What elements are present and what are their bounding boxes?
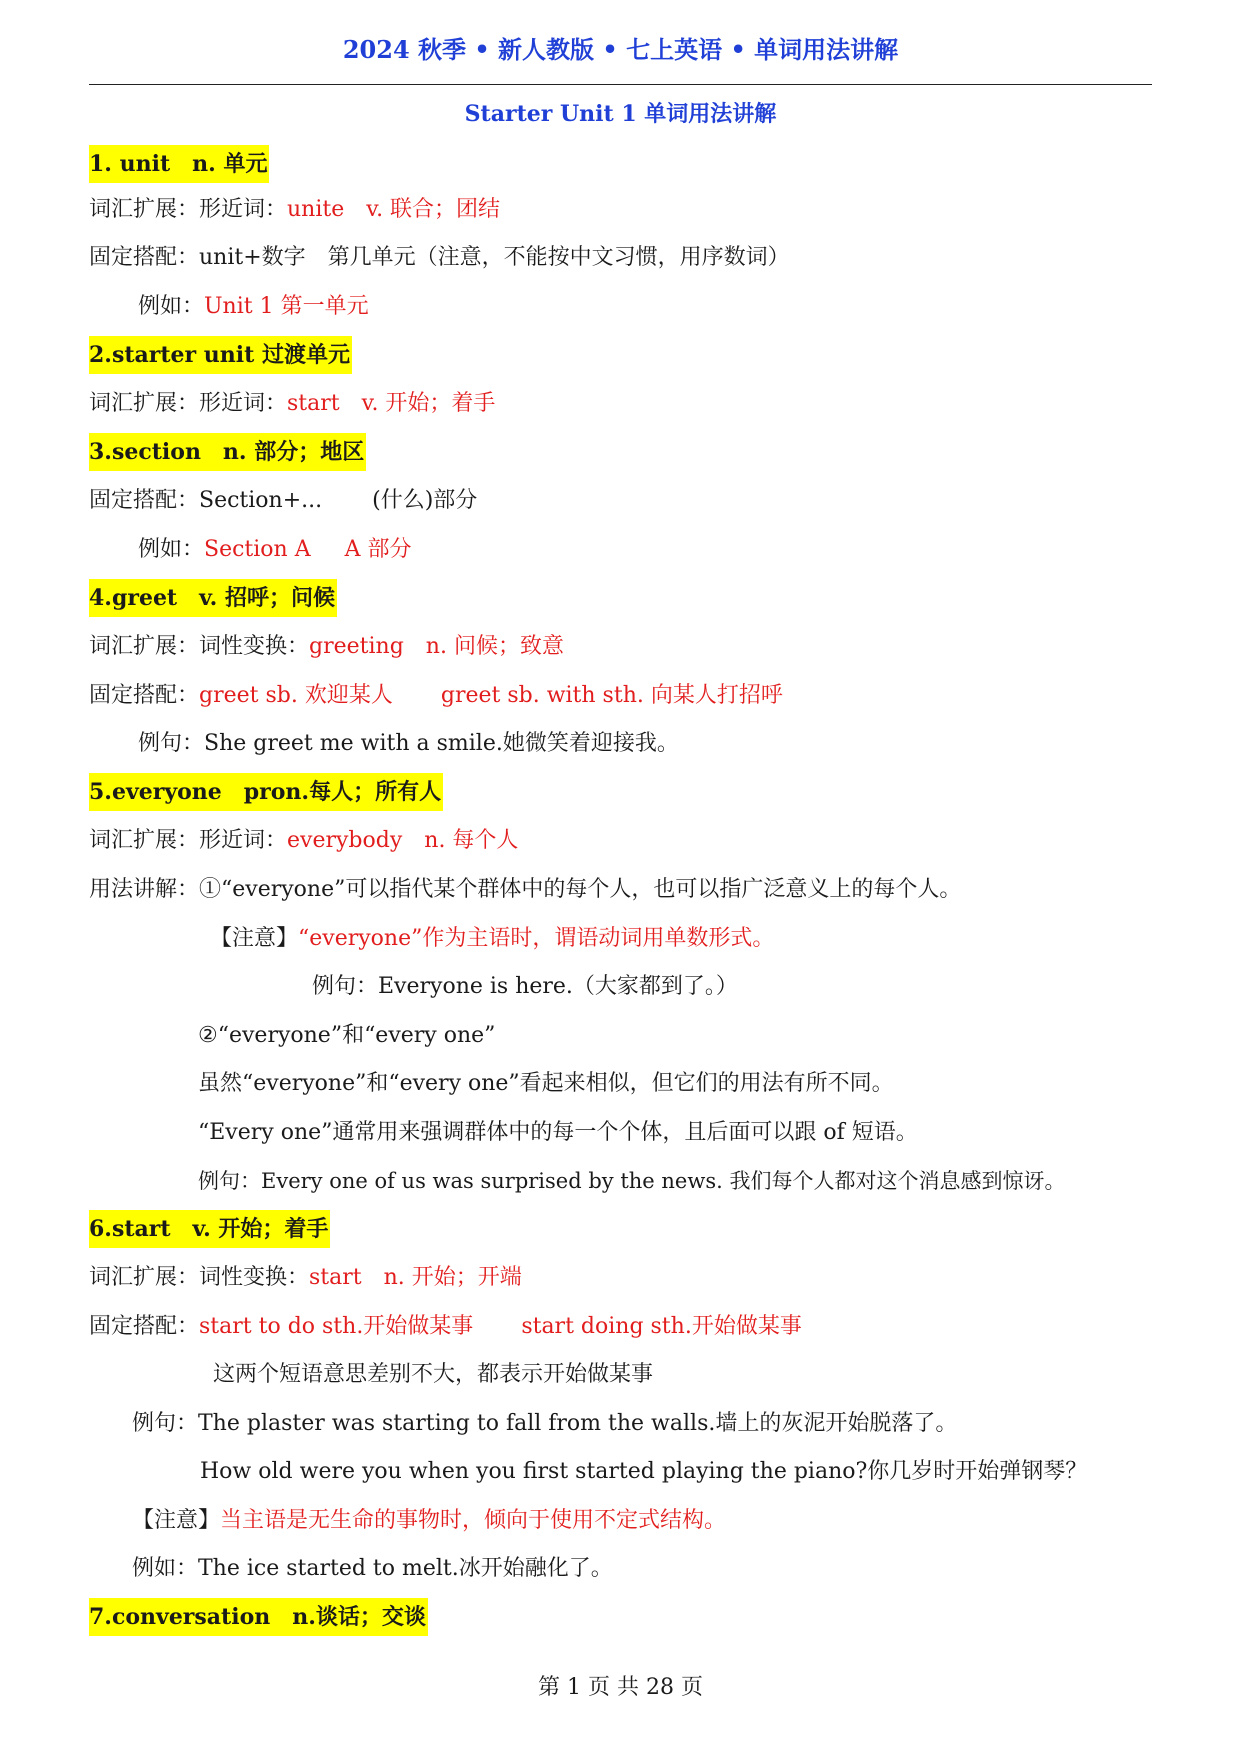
- red-text: start doing sth.开始做某事: [521, 1314, 802, 1339]
- label: 词汇扩展：形近词：: [89, 391, 288, 416]
- entry-line: [200, 1452, 1087, 1492]
- text: “Every one”通常用来强调群体中的每一个个体，且后面可以跟 of 短语。: [198, 1120, 918, 1145]
- page-footer: 第 1 页 共 28 页: [538, 1675, 703, 1700]
- red-text: greet sb. 欢迎某人: [199, 683, 393, 708]
- label: 用法讲解：: [89, 877, 200, 902]
- entry-line: [89, 384, 495, 424]
- entry-line: [89, 238, 790, 278]
- text: 这两个短语意思差别不大，都表示开始做某事: [213, 1362, 654, 1387]
- text: 虽然“everyone”和“every one”看起来相似，但它们的用法有所不同。: [198, 1071, 894, 1096]
- red-text: Unit 1 第一单元: [204, 294, 369, 319]
- red-text: Section A: [204, 537, 311, 562]
- red-text: unite v. 联合；团结: [287, 197, 501, 222]
- entry-line: [138, 530, 412, 570]
- entry-line: [138, 724, 679, 764]
- heading-highlight: 3.section n. 部分；地区: [89, 433, 366, 471]
- heading-highlight: 5.everyone pron.每人；所有人: [89, 773, 443, 811]
- label: 【注意】: [210, 926, 299, 951]
- header-rule: [89, 84, 1152, 85]
- entry-line: [132, 1549, 613, 1589]
- heading-highlight: 6.start v. 开始；着手: [89, 1210, 330, 1248]
- label: 【注意】: [132, 1508, 221, 1533]
- entry-line: [89, 1307, 802, 1347]
- entry-line: [89, 870, 961, 910]
- entry-line: [198, 1016, 495, 1056]
- entry-line: [89, 627, 564, 667]
- text: 例句：The plaster was starting to fall from the walls.墙上的灰泥开始脱落了。: [132, 1411, 958, 1436]
- entry-line: [198, 1161, 1065, 1201]
- entry-line: [89, 190, 500, 230]
- entry-heading: [89, 1598, 428, 1638]
- red-text: start v. 开始；着手: [287, 391, 496, 416]
- label: 词汇扩展：形近词：: [89, 828, 288, 853]
- entry-line: [213, 1355, 653, 1395]
- red-text: start n. 开始；开端: [309, 1265, 522, 1290]
- entry-line: [198, 1064, 894, 1104]
- entry-line: [198, 1113, 918, 1153]
- text: unit+数字 第几单元（注意，不能按中文习惯，用序数词）: [199, 245, 790, 270]
- entry-line: [138, 287, 369, 327]
- red-text: “everyone”作为主语时，谓语动词用单数形式。: [298, 926, 775, 951]
- doc-title: Starter Unit 1 单词用法讲解: [464, 101, 777, 127]
- label: 固定搭配：: [89, 1314, 200, 1339]
- label: 固定搭配：: [89, 683, 200, 708]
- text: Section+...: [199, 488, 323, 513]
- heading-highlight: 2.starter unit 过渡单元: [89, 336, 352, 374]
- label: 例如：: [138, 537, 205, 562]
- heading-highlight: 4.greet v. 招呼；问候: [89, 579, 337, 617]
- label: 例如：: [138, 294, 205, 319]
- entry-heading: [89, 1210, 330, 1250]
- label: 词汇扩展：词性变换：: [89, 634, 310, 659]
- text: 例如：The ice started to melt.冰开始融化了。: [132, 1556, 613, 1581]
- entry-heading: [89, 579, 337, 619]
- entry-line: [132, 1501, 726, 1541]
- entry-line: [132, 1404, 957, 1444]
- text: ①“everyone”可以指代某个群体中的每个人，也可以指广泛意义上的每个人。: [199, 877, 962, 902]
- entry-line: [89, 481, 477, 521]
- red-text: everybody n. 每个人: [287, 828, 519, 853]
- entry-heading: [89, 336, 352, 376]
- entry-line: [89, 1258, 522, 1298]
- entry-line: [89, 676, 783, 716]
- heading-highlight: 1. unit n. 单元: [89, 145, 269, 183]
- label: 例句：: [138, 731, 205, 756]
- entry-heading: [89, 145, 269, 185]
- text: How old were you when you first started playing the piano?你几岁时开始弹钢琴？: [200, 1459, 1088, 1484]
- entry-line: [210, 919, 774, 959]
- label: 固定搭配：: [89, 488, 200, 513]
- entry-line: [89, 821, 518, 861]
- red-text: 当主语是无生命的事物时，倾向于使用不定式结构。: [220, 1508, 727, 1533]
- red-text: greet sb. with sth. 向某人打招呼: [440, 683, 783, 708]
- page-header: 2024 秋季 • 新人教版 • 七上英语 • 单词用法讲解: [342, 35, 899, 64]
- label: 词汇扩展：词性变换：: [89, 1265, 310, 1290]
- text: (什么)部分: [372, 488, 478, 513]
- label: 固定搭配：: [89, 245, 200, 270]
- text: 例句：Every one of us was surprised by the news. 我们每个人都对这个消息感到惊讶。: [198, 1169, 1066, 1193]
- heading-highlight: 7.conversation n.谈话；交谈: [89, 1598, 428, 1636]
- red-text: A 部分: [344, 537, 412, 562]
- text: She greet me with a smile.她微笑着迎接我。: [204, 731, 679, 756]
- red-text: start to do sth.开始做某事: [199, 1314, 474, 1339]
- entry-line: [312, 967, 738, 1007]
- label: 词汇扩展：形近词：: [89, 197, 288, 222]
- entry-heading: [89, 773, 443, 813]
- red-text: greeting n. 问候；致意: [309, 634, 564, 659]
- entry-heading: [89, 433, 366, 473]
- text: ②“everyone”和“every one”: [198, 1023, 496, 1048]
- text: 例句：Everyone is here.（大家都到了。）: [312, 974, 738, 999]
